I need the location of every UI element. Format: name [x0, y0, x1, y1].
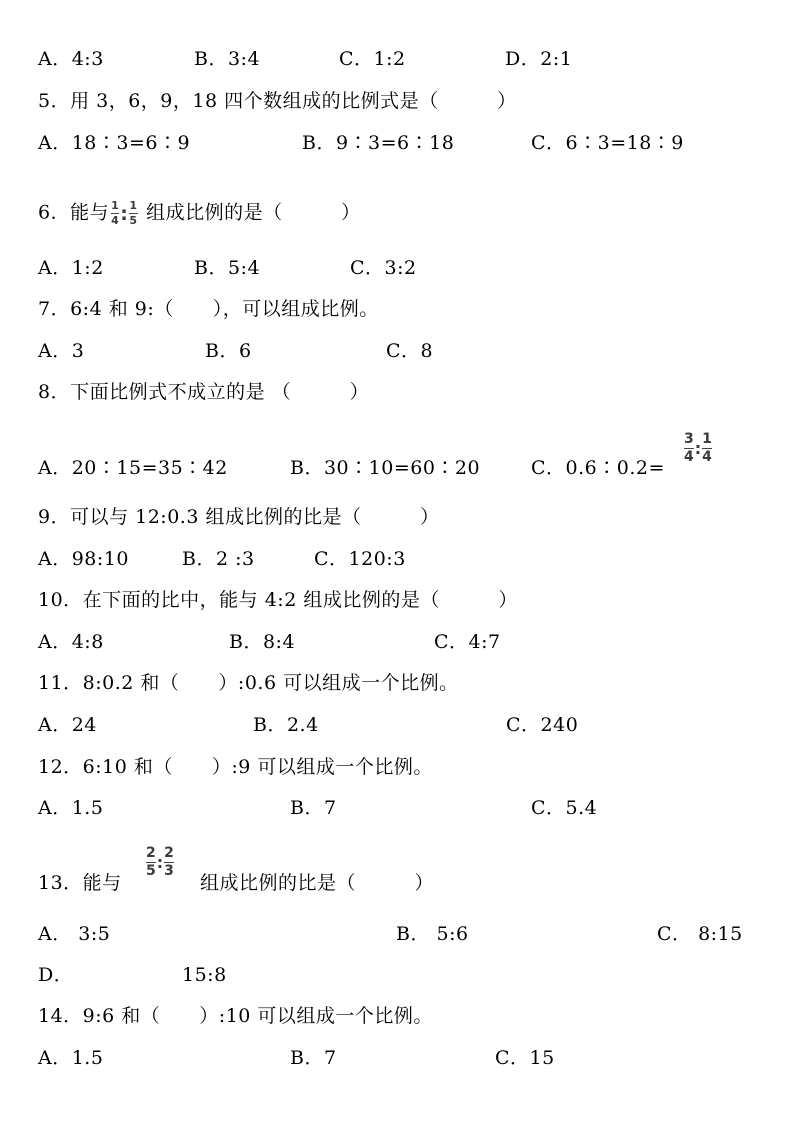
q10-option-a: A．4:8	[38, 631, 104, 653]
q6-fraction-1	[111, 200, 119, 227]
q10-option-b: B．8:4	[229, 631, 296, 653]
q12-option-b: B．7	[290, 797, 337, 819]
q13-option-d-value: 15:8	[182, 964, 227, 986]
q5-option-b: B．9∶3=6∶18	[302, 132, 455, 154]
q6-option-c: C．3:2	[350, 257, 417, 279]
q8-stem: 8．下面比例式不成立的是 （ ）	[38, 381, 370, 403]
q8-option-c	[531, 456, 665, 480]
q8-c-frac2-numerator: 1	[702, 431, 712, 447]
q7-stem: 7．6:4 和 9:（ ），可以组成比例。	[38, 298, 379, 320]
q13-option-d-label: D．	[38, 964, 74, 986]
q6-ratio-colon: :	[120, 202, 129, 225]
q6-option-a: A．1:2	[38, 257, 104, 279]
q4-option-c: C．1:2	[339, 48, 406, 70]
q14-option-a: A．1.5	[38, 1047, 104, 1069]
q6-suffix: 组成比例的是（ ）	[146, 201, 361, 224]
q14-stem: 14．9:6 和（ ）:10 可以组成一个比例。	[38, 1005, 433, 1027]
q13-stem	[38, 871, 128, 895]
q11-option-c: C．240	[506, 714, 579, 736]
q6-frac2-numerator: 1	[129, 199, 138, 212]
q8-option-a: A．20∶15=35∶42	[38, 457, 228, 479]
q13-ratio-colon: :	[156, 853, 164, 872]
q6-frac1-denominator: 4	[111, 214, 120, 227]
q6-stem	[38, 200, 361, 227]
q8-option-c-ratio	[684, 432, 712, 465]
q8-c-colon: :	[694, 439, 702, 458]
q8-c-fraction-1	[684, 432, 694, 465]
q13-option-b: B． 5:6	[396, 923, 469, 945]
q13-option-a: A． 3:5	[38, 923, 111, 945]
q7-option-a: A．3	[38, 340, 85, 362]
q8-c-fraction-2	[702, 432, 712, 465]
q13-suffix: 组成比例的比是（ ）	[200, 872, 435, 894]
q7-option-b: B．6	[205, 340, 252, 362]
q10-stem: 10．在下面的比中，能与 4:2 组成比例的是（ ）	[38, 589, 518, 611]
q8-c-frac2-denominator: 4	[702, 449, 712, 465]
q6-prefix: 6．能与	[38, 201, 110, 224]
q11-option-b: B．2.4	[253, 714, 319, 736]
q4-option-a: A．4:3	[38, 48, 104, 70]
q5-stem: 5．用 3，6，9，18 四个数组成的比例式是（ ）	[38, 90, 517, 112]
q5-option-c: C．6∶3=18∶9	[531, 132, 684, 154]
q4-option-d: D．2:1	[505, 48, 573, 70]
q10-option-c: C．4:7	[434, 631, 501, 653]
q6-frac2-denominator: 5	[129, 214, 138, 227]
q13-frac2-denominator: 3	[164, 863, 174, 879]
q6-frac1-numerator: 1	[111, 199, 120, 212]
q13-frac2-numerator: 2	[164, 845, 174, 861]
q8-c-frac1-numerator: 3	[684, 431, 694, 447]
q12-option-c: C．5.4	[531, 797, 598, 819]
q14-option-c: C．15	[495, 1047, 555, 1069]
q9-option-b: B．2 :3	[182, 548, 255, 570]
q12-option-a: A．1.5	[38, 797, 104, 819]
q7-option-c: C．8	[386, 340, 434, 362]
q13-prefix: 13．能与	[38, 872, 122, 894]
q14-option-b: B．7	[290, 1047, 337, 1069]
q9-option-a: A．98:10	[38, 548, 129, 570]
q12-stem: 12．6:10 和（ ）:9 可以组成一个比例。	[38, 756, 433, 778]
q5-option-a: A．18∶3=6∶9	[38, 132, 191, 154]
q13-option-c: C． 8:15	[657, 923, 743, 945]
q13-fraction-2	[164, 846, 174, 879]
q6-fraction-2	[129, 200, 137, 227]
q6-option-b: B．5:4	[194, 257, 261, 279]
q8-c-frac1-denominator: 4	[684, 449, 694, 465]
q13-fraction-1	[146, 846, 156, 879]
q6-ratio	[111, 200, 137, 227]
q8-option-b: B．30∶10=60∶20	[290, 457, 481, 479]
q13-frac1-denominator: 5	[146, 863, 156, 879]
q13-frac1-numerator: 2	[146, 845, 156, 861]
q11-option-a: A．24	[38, 714, 97, 736]
q8-option-c-text: C．0.6∶0.2=	[531, 457, 665, 479]
q9-stem: 9．可以与 12:0.3 组成比例的比是（ ）	[38, 506, 440, 528]
q9-option-c: C．120:3	[314, 548, 406, 570]
q13-ratio	[146, 846, 174, 879]
q11-stem: 11．8:0.2 和（ ）:0.6 可以组成一个比例。	[38, 672, 459, 694]
q4-option-b: B．3:4	[194, 48, 261, 70]
